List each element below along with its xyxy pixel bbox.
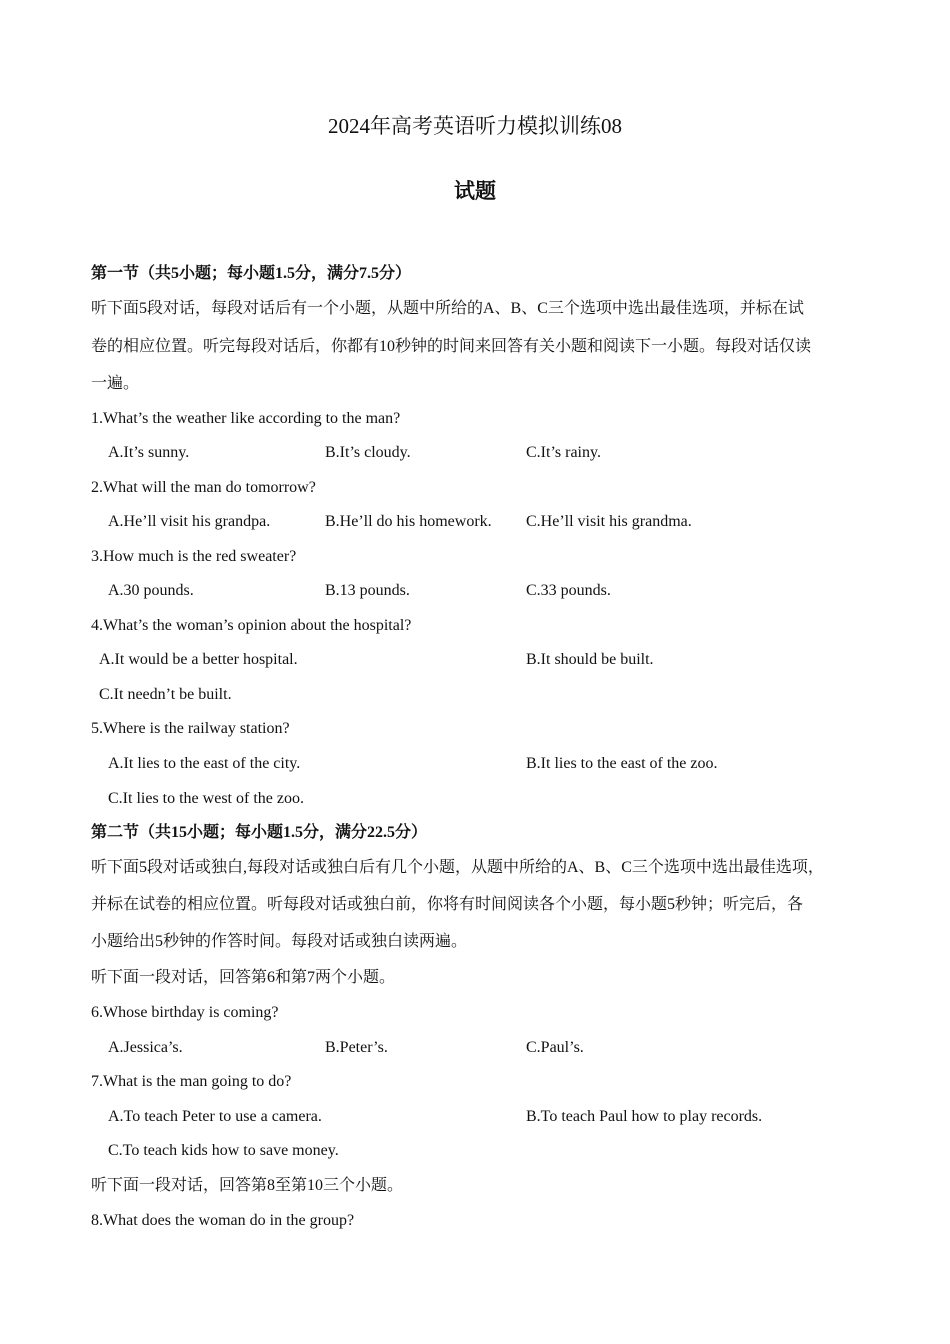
section1-instruction-line: 听下面5段对话，每段对话后有一个小题，从题中所给的A、B、C三个选项中选出最佳选项，并标在试	[91, 300, 804, 317]
question-7-stem: 7.What is the man going to do?	[91, 1073, 292, 1090]
question-3-option-c: C.33 pounds.	[526, 582, 611, 599]
section2-heading: 第二节（共15小题；每小题1.5分，满分22.5分）	[91, 824, 428, 841]
question-2-option-a: A.He’ll visit his grandpa.	[108, 513, 271, 530]
section1-instruction-line: 一遍。	[91, 375, 140, 392]
question-4-option-a: A.It would be a better hospital.	[99, 651, 298, 668]
question-4-option-b: B.It should be built.	[526, 651, 654, 668]
question-1-stem: 1.What’s the weather like according to the man?	[91, 410, 401, 427]
group-intro-8-10: 听下面一段对话，回答第8至第10三个小题。	[91, 1177, 404, 1194]
question-1-option-a: A.It’s sunny.	[108, 444, 190, 461]
question-6-option-c: C.Paul’s.	[526, 1039, 584, 1056]
question-5-option-b: B.It lies to the east of the zoo.	[526, 755, 718, 772]
group-intro-6-7: 听下面一段对话，回答第6和第7两个小题。	[91, 969, 396, 986]
question-7-option-a: A.To teach Peter to use a camera.	[108, 1108, 322, 1125]
section2-instruction-line: 小题给出5秒钟的作答时间。每段对话或独白读两遍。	[91, 933, 468, 950]
page-title: 2024年高考英语听力模拟训练08	[328, 114, 622, 138]
question-6-option-a: A.Jessica’s.	[108, 1039, 183, 1056]
question-4-option-c: C.It needn’t be built.	[99, 686, 232, 703]
question-2-stem: 2.What will the man do tomorrow?	[91, 479, 316, 496]
section1-heading: 第一节（共5小题；每小题1.5分，满分7.5分）	[91, 265, 412, 282]
question-5-option-a: A.It lies to the east of the city.	[108, 755, 301, 772]
question-4-stem: 4.What’s the woman’s opinion about the hospital?	[91, 617, 412, 634]
section2-instruction-line: 并标在试卷的相应位置。听每段对话或独白前，你将有时间阅读各个小题，每小题5秒钟；听完后，各	[91, 896, 804, 913]
section1-instruction-line: 卷的相应位置。听完每段对话后，你都有10秒钟的时间来回答有关小题和阅读下一小题。每段对话仅读	[91, 338, 812, 355]
question-7-option-c: C.To teach kids how to save money.	[108, 1142, 339, 1159]
question-1-option-c: C.It’s rainy.	[526, 444, 601, 461]
question-3-stem: 3.How much is the red sweater?	[91, 548, 297, 565]
question-1-option-b: B.It’s cloudy.	[325, 444, 411, 461]
question-6-option-b: B.Peter’s.	[325, 1039, 388, 1056]
question-3-option-a: A.30 pounds.	[108, 582, 194, 599]
section2-instruction-line: 听下面5段对话或独白,每段对话或独白后有几个小题，从题中所给的A、B、C三个选项中选出最佳选项，	[91, 859, 824, 876]
question-3-option-b: B.13 pounds.	[325, 582, 410, 599]
question-6-stem: 6.Whose birthday is coming?	[91, 1004, 279, 1021]
question-2-option-c: C.He’ll visit his grandma.	[526, 513, 692, 530]
question-7-option-b: B.To teach Paul how to play records.	[526, 1108, 763, 1125]
question-5-option-c: C.It lies to the west of the zoo.	[108, 790, 304, 807]
page-subtitle: 试题	[454, 179, 496, 203]
question-8-stem: 8.What does the woman do in the group?	[91, 1212, 355, 1229]
question-5-stem: 5.Where is the railway station?	[91, 720, 290, 737]
question-2-option-b: B.He’ll do his homework.	[325, 513, 492, 530]
